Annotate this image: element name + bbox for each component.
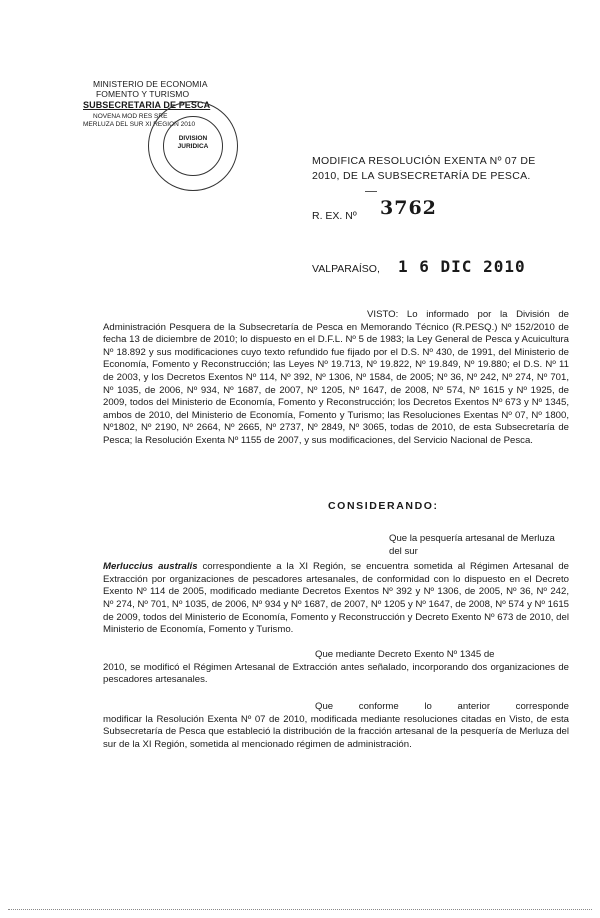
ministry-line2: FOMENTO Y TURISMO <box>96 89 190 99</box>
considerando-2 <box>103 649 569 687</box>
rex-dash <box>365 191 377 192</box>
species-name: Merluccius australis <box>103 561 198 573</box>
consid1-lead: Que la pesquería artesanal de Merluza del sur <box>389 533 555 557</box>
consid3-lead: Que conforme lo anterior corresponde <box>315 701 569 712</box>
considerando-1 <box>103 533 569 637</box>
stamp-line1: DIVISION <box>178 135 208 142</box>
title-line1: MODIFICA RESOLUCIÓN EXENTA Nº 07 DE <box>312 155 536 167</box>
consid2-body: 2010, se modificó el Régimen Artesanal de Extracción antes señalado, incorporando dos organizaciones de pescadores artesanales. <box>103 661 569 686</box>
ministry-header <box>93 79 243 99</box>
stamp-line2: JURIDICA <box>177 143 209 150</box>
visto-paragraph: VISTO: Lo informado por la División de Administración Pesquera de la Subsecretaría de Pesca en Memorando Técnico (R.PESQ.) Nº 152/2010 de fecha 13 de diciembre de 2010; lo dispuesto en el D.F.L. Nº 5 de 1983; la Ley General de Pesca y Acuicultura Nº 18.892 y sus modificaciones cuyo texto refundido fue fijado por el D.S. Nº 430, de 1991, del Ministerio de Economía, Fomento y Reconstrucción; las Leyes Nº 19.713, Nº 19.822, Nº 19.849, Nº 19.880; el D.S. Nº 11 de 2003, y los Decretos Exentos Nº 114, Nº 392, Nº 1306, Nº 1584, de 2005; Nº 36, Nº 242, Nº 274, Nº 701, Nº 1035, de 2006, Nº 934, Nº 1687, de 2007, Nº 1205, Nº 1647, de 2008, Nº 574, Nº 1615 y Nº 1925, de 2009, todos del Ministerio de Economía, Fomento y Reconstrucción; los Decretos Exentos Nº 673 y Nº 1345, ambos de 2010, del Ministerio de Economía, Fomento y Turismo; las Resoluciones Exentas Nº 07, Nº 1800, Nº1802, Nº 2190, Nº 2664, Nº 2665, Nº 2737, Nº 2849, Nº 3065, todas de 2010, de esta Subsecretaría de Pesca; la Resolución Exenta Nº 1155 de 2007, y sus modificaciones, del Servicio Nacional de Pesca. <box>103 309 569 446</box>
place-date-block <box>312 257 572 282</box>
consid2-lead: Que mediante Decreto Exento Nº 1345 de <box>315 649 495 660</box>
ministry-line1: MINISTERIO DE ECONOMIA <box>93 79 208 89</box>
resolution-title <box>312 154 562 184</box>
considerando-heading: CONSIDERANDO: <box>328 500 439 512</box>
place-label: VALPARAÍSO, <box>312 263 380 275</box>
stamp-text <box>169 135 217 151</box>
rex-block <box>312 197 512 233</box>
rex-number: 3762 <box>380 197 437 219</box>
ref-line1: NOVENA MOD RES SRE <box>93 113 168 120</box>
ref-line2: MERLUZA DEL SUR XI REGION 2010 <box>83 121 196 128</box>
division-juridica-stamp <box>148 101 238 191</box>
subsecretaria-label: SUBSECRETARIA DE PESCA <box>83 100 211 110</box>
title-line2: 2010, DE LA SUBSECRETARÍA DE PESCA. <box>312 170 531 182</box>
consid3-body: modificar la Resolución Exenta Nº 07 de 2010, modificada mediante resoluciones citadas en Visto, de esta Subsecretaría de Pesca que estableció la distribución de la fracción artesanal de la pesquería de Merluza del sur de la XI Región, sometida al mencionado régimen de administración. <box>103 713 569 750</box>
rex-label: R. EX. Nº <box>312 210 357 222</box>
consid1-rest: correspondiente a la XI Región, se encuentra sometida al Régimen Artesanal de Extracción por organizaciones de pescadores artesanales, de conformidad con lo dispuesto en el Decreto Exento Nº 114 de 2005, modificado mediante Decretos Exentos Nº 392 y Nº 1306, de 2005, Nº 36, Nº 242, Nº 274, Nº 701, Nº 1035, de 2006, Nº 934 y Nº 1687, de 2007, Nº 1205 y Nº 1647, de 2008, Nº 574 y Nº 1615 de 2009, todos del Ministerio de Economía, Fomento y Reconstrucción y Decreto Exento Nº 673 de 2010, del Ministerio de Economía, Fomento y Turismo. <box>103 561 570 636</box>
date-stamp: 1 6 DIC 2010 <box>398 257 526 276</box>
considerando-3 <box>103 701 569 751</box>
consid1-body <box>103 561 569 637</box>
footer-divider <box>8 909 592 910</box>
